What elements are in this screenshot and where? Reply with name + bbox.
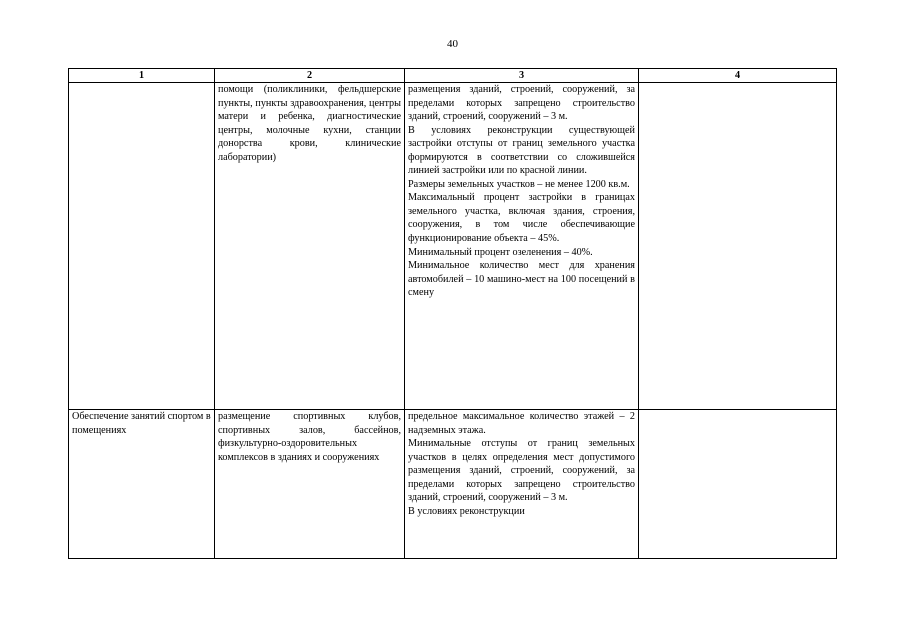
- regulations-table: [68, 68, 837, 559]
- parameter-paragraph: Минимальный процент озеленения – 40%.: [408, 246, 593, 258]
- cell-description: размещение спортивных клубов, спортивных залов, бассейнов, физкультурно-оздоровительных комплексов в зданиях и сооружениях: [215, 410, 405, 559]
- cell-description: помощи (поликлиники, фельдшерские пункты, пункты здравоохранения, центры матери и ребенка, диагностические центры, молочные кухни, станции донорства крови, клинические лаборатории): [215, 83, 405, 410]
- column-header-1: 1: [69, 69, 215, 83]
- cell-parameters: [405, 410, 639, 559]
- parameter-paragraph: Минимальное количество мест для хранения автомобилей – 10 машино-мест на 100 посещений в смену: [408, 260, 635, 299]
- parameter-paragraph: Минимальные отступы от границ земельных участков в целях определения мест допустимого размещения зданий, строений, сооружений, за пределами которых запрещено строительство зданий, строений, сооружений – 3 м.: [408, 438, 635, 504]
- column-header-3: 3: [405, 69, 639, 83]
- page-number: 40: [447, 38, 458, 50]
- parameter-paragraph: размещения зданий, строений, сооружений, за пределами которых запрещено строительство зданий, строений, сооружений – 3 м.: [408, 84, 635, 123]
- parameter-paragraph: В условиях реконструкции существующей застройки отступы от границ земельного участка формируются в соответствии со сложившейся линией застройки или по красной линии.: [408, 124, 635, 177]
- cell-land-use-type: Обеспечение занятий спортом в помещениях: [69, 410, 215, 559]
- table-row: [69, 410, 837, 559]
- cell-notes: [639, 410, 837, 559]
- parameter-paragraph: Максимальный процент застройки в границах земельного участка, включая здания, строения, сооружения, в том числе обеспечивающие функционирование объекта – 45%.: [408, 192, 635, 245]
- cell-parameters: [405, 83, 639, 410]
- table-header-row: [69, 69, 837, 83]
- parameter-paragraph: Размеры земельных участков – не менее 1200 кв.м.: [408, 178, 630, 190]
- column-header-4: 4: [639, 69, 837, 83]
- table-row: [69, 83, 837, 410]
- parameter-paragraph: В условиях реконструкции: [408, 505, 525, 517]
- cell-land-use-type: [69, 83, 215, 410]
- cell-notes: [639, 83, 837, 410]
- column-header-2: 2: [215, 69, 405, 83]
- parameter-paragraph: предельное максимальное количество этажей – 2 надземных этажа.: [408, 411, 635, 436]
